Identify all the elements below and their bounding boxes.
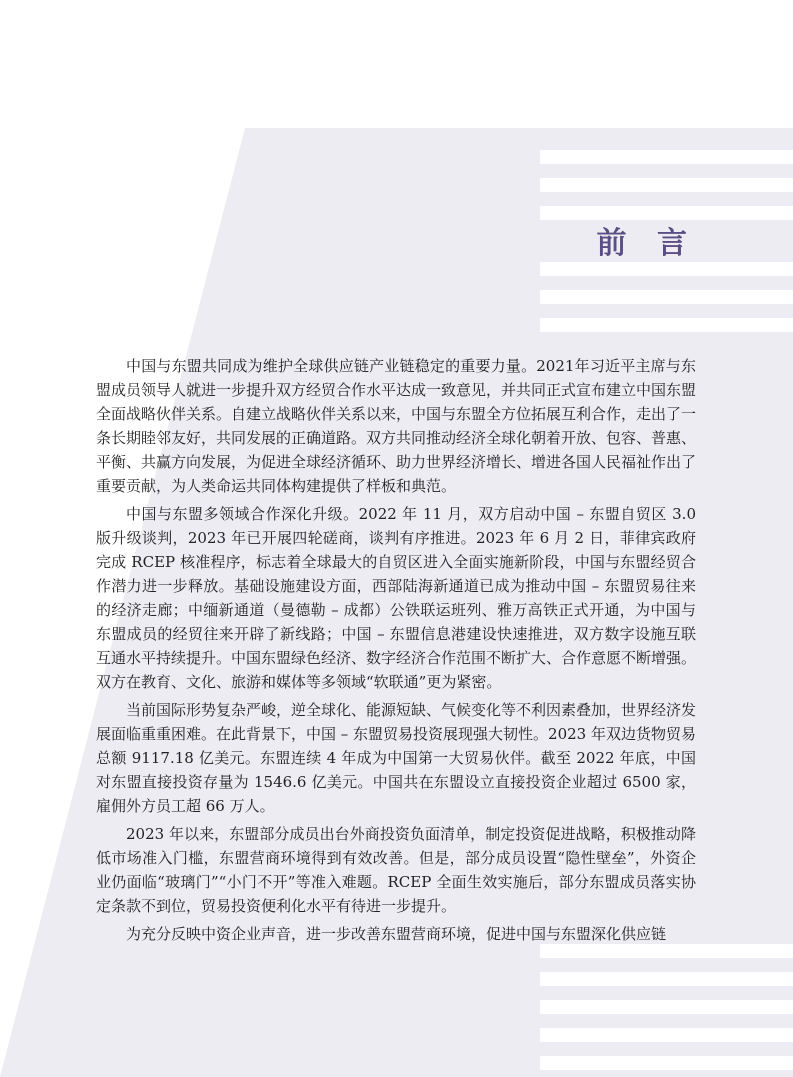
paragraph: 中国与东盟多领域合作深化升级。2022 年 11 月，双方启动中国 – 东盟自贸区 3.0 版升级谈判，2023 年已开展四轮磋商，谈判有序推进。2023 年 6 月 2 日，菲律宾政府完成 RCEP 核准程序，标志着全球最大的自贸区进入全面实施新阶段，中国与东盟经贸合作潜力进一步释放。基础设施建设方面，西部陆海新通道已成为推动中国 – 东盟贸易往来的经济走廊；中缅新通道（曼德勒 – 成都）公铁联运班列、雅万高铁正式开通，为中国与东盟成员的经贸往来开辟了新线路；中国 – 东盟信息港建设快速推进，双方数字设施互联互通水平持续提升。中国东盟绿色经济、数字经济合作范围不断扩大、合作意愿不断增强。双方在教育、文化、旅游和媒体等多领域“软联通”更为紧密。 <box>96 505 697 691</box>
page-title: 前 言 <box>596 226 697 261</box>
paragraph: 为充分反映中资企业声音，进一步改善东盟营商环境，促进中国与东盟深化供应链 <box>126 925 667 943</box>
paragraph: 中国与东盟共同成为维护全球供应链产业链稳定的重要力量。2021年习近平主席与东盟成员领导人就进一步提升双方经贸合作水平达成一致意见，并共同正式宣布建立中国东盟全面战略伙伴关系。自建立战略伙伴关系以来，中国与东盟全方位拓展互利合作，走出了一条长期睦邻友好，共同发展的正确道路。双方共同推动经济全球化朝着开放、包容、普惠、平衡、共赢方向发展，为促进全球经济循环、助力世界经济增长、增进各国人民福祉作出了重要贡献，为人类命运共同体构建提供了样板和典范。 <box>96 357 697 495</box>
body-text <box>96 354 696 950</box>
paragraph: 2023 年以来，东盟部分成员出台外商投资负面清单，制定投资促进战略，积极推动降低市场准入门槛，东盟营商环境得到有效改善。但是，部分成员设置“隐性壁垒”，外资企业仍面临“玻璃门”“小门不开”等准入难题。RCEP 全面生效实施后，部分东盟成员落实协定条款不到位，贸易投资便利化水平有待进一步提升。 <box>96 825 696 915</box>
paragraph: 当前国际形势复杂严峻，逆全球化、能源短缺、气候变化等不利因素叠加，世界经济发展面临重重困难。在此背景下，中国 – 东盟贸易投资展现强大韧性。2023 年双边货物贸易总额 9117.18 亿美元。东盟连续 4 年成为中国第一大贸易伙伴。截至 2022 年底，中国对东盟直接投资存量为 1546.6 亿美元。中国共在东盟设立直接投资企业超过 6500 家，雇佣外方员工超 66 万人。 <box>96 701 697 815</box>
